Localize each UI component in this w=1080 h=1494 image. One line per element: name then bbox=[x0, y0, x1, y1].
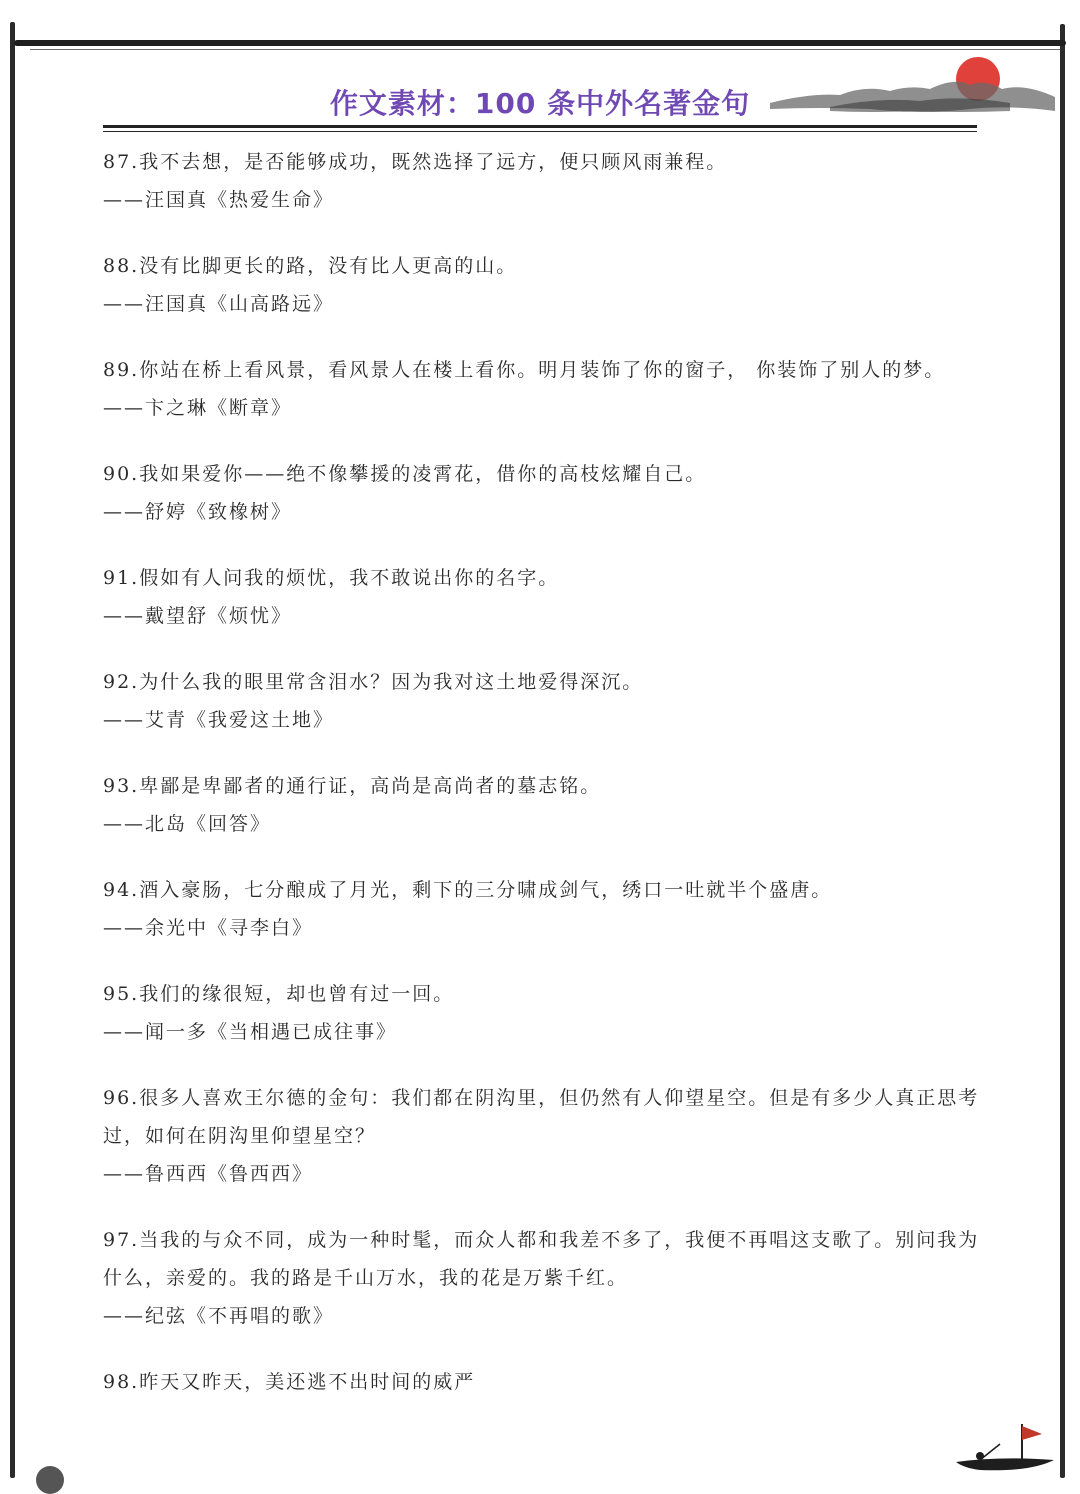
list-item bbox=[103, 559, 983, 635]
quote-text: 93.卑鄙是卑鄙者的通行证，高尚是高尚者的墓志铭。 bbox=[103, 775, 602, 797]
frame-left-border bbox=[10, 22, 15, 1478]
quote-source: ——戴望舒《烦忧》 bbox=[103, 605, 293, 627]
page-title: 作文素材：100 条中外名著金句 bbox=[329, 87, 751, 120]
quotes-list bbox=[103, 143, 983, 1429]
quote-source: ——汪国真《热爱生命》 bbox=[103, 189, 335, 211]
list-item bbox=[103, 455, 983, 531]
list-item bbox=[103, 767, 983, 843]
list-item bbox=[103, 663, 983, 739]
ink-boat-illustration bbox=[950, 1420, 1060, 1478]
quote-source: ——艾青《我爱这土地》 bbox=[103, 709, 335, 731]
title-underline-thin bbox=[103, 131, 977, 132]
quote-text: 88.没有比脚更长的路，没有比人更高的山。 bbox=[103, 255, 518, 277]
quote-text: 89.你站在桥上看风景，看风景人在楼上看你。明月装饰了你的窗子， 你装饰了别人的梦。 bbox=[103, 359, 946, 381]
list-item bbox=[103, 351, 983, 427]
list-item bbox=[103, 247, 983, 323]
frame-top-border bbox=[14, 40, 1066, 46]
corner-mark-icon bbox=[36, 1466, 64, 1494]
list-item bbox=[103, 143, 983, 219]
list-item bbox=[103, 1221, 983, 1335]
list-item bbox=[103, 871, 983, 947]
quote-text: 97.当我的与众不同，成为一种时髦，而众人都和我差不多了，我便不再唱这支歌了。别问我为什么，亲爱的。我的路是千山万水，我的花是万紫千红。 bbox=[103, 1229, 980, 1289]
quote-source: ——余光中《寻李白》 bbox=[103, 917, 314, 939]
frame-top-thin-line bbox=[30, 49, 1060, 50]
frame-right-border bbox=[1060, 24, 1065, 1478]
boatman-icon bbox=[976, 1452, 984, 1460]
boat-hull-icon bbox=[956, 1458, 1054, 1470]
quote-source: ——闻一多《当相遇已成往事》 bbox=[103, 1021, 398, 1043]
list-item bbox=[103, 1363, 983, 1401]
list-item bbox=[103, 1079, 983, 1193]
quote-source: ——卞之琳《断章》 bbox=[103, 397, 293, 419]
quote-source: ——纪弦《不再唱的歌》 bbox=[103, 1305, 335, 1327]
quote-source: ——鲁西西《鲁西西》 bbox=[103, 1163, 314, 1185]
list-item bbox=[103, 975, 983, 1051]
quote-text: 94.酒入豪肠，七分酿成了月光，剩下的三分啸成剑气，绣口一吐就半个盛唐。 bbox=[103, 879, 833, 901]
oar-icon bbox=[980, 1444, 1000, 1460]
quote-text: 98.昨天又昨天，美还逃不出时间的威严 bbox=[103, 1371, 476, 1393]
quote-text: 96.很多人喜欢王尔德的金句：我们都在阴沟里，但仍然有人仰望星空。但是有多少人真正思考过，如何在阴沟里仰望星空？ bbox=[103, 1087, 980, 1147]
flag-icon bbox=[1022, 1426, 1042, 1440]
quote-source: ——舒婷《致橡树》 bbox=[103, 501, 293, 523]
quote-text: 95.我们的缘很短，却也曾有过一回。 bbox=[103, 983, 455, 1005]
quote-source: ——汪国真《山高路远》 bbox=[103, 293, 335, 315]
title-underline-thick bbox=[103, 125, 977, 128]
quote-text: 92.为什么我的眼里常含泪水？因为我对这土地爱得深沉。 bbox=[103, 671, 644, 693]
quote-text: 90.我如果爱你——绝不像攀援的凌霄花，借你的高枝炫耀自己。 bbox=[103, 463, 707, 485]
quote-text: 91.假如有人问我的烦忧，我不敢说出你的名字。 bbox=[103, 567, 560, 589]
quote-source: ——北岛《回答》 bbox=[103, 813, 272, 835]
quote-text: 87.我不去想，是否能够成功，既然选择了远方，便只顾风雨兼程。 bbox=[103, 151, 728, 173]
